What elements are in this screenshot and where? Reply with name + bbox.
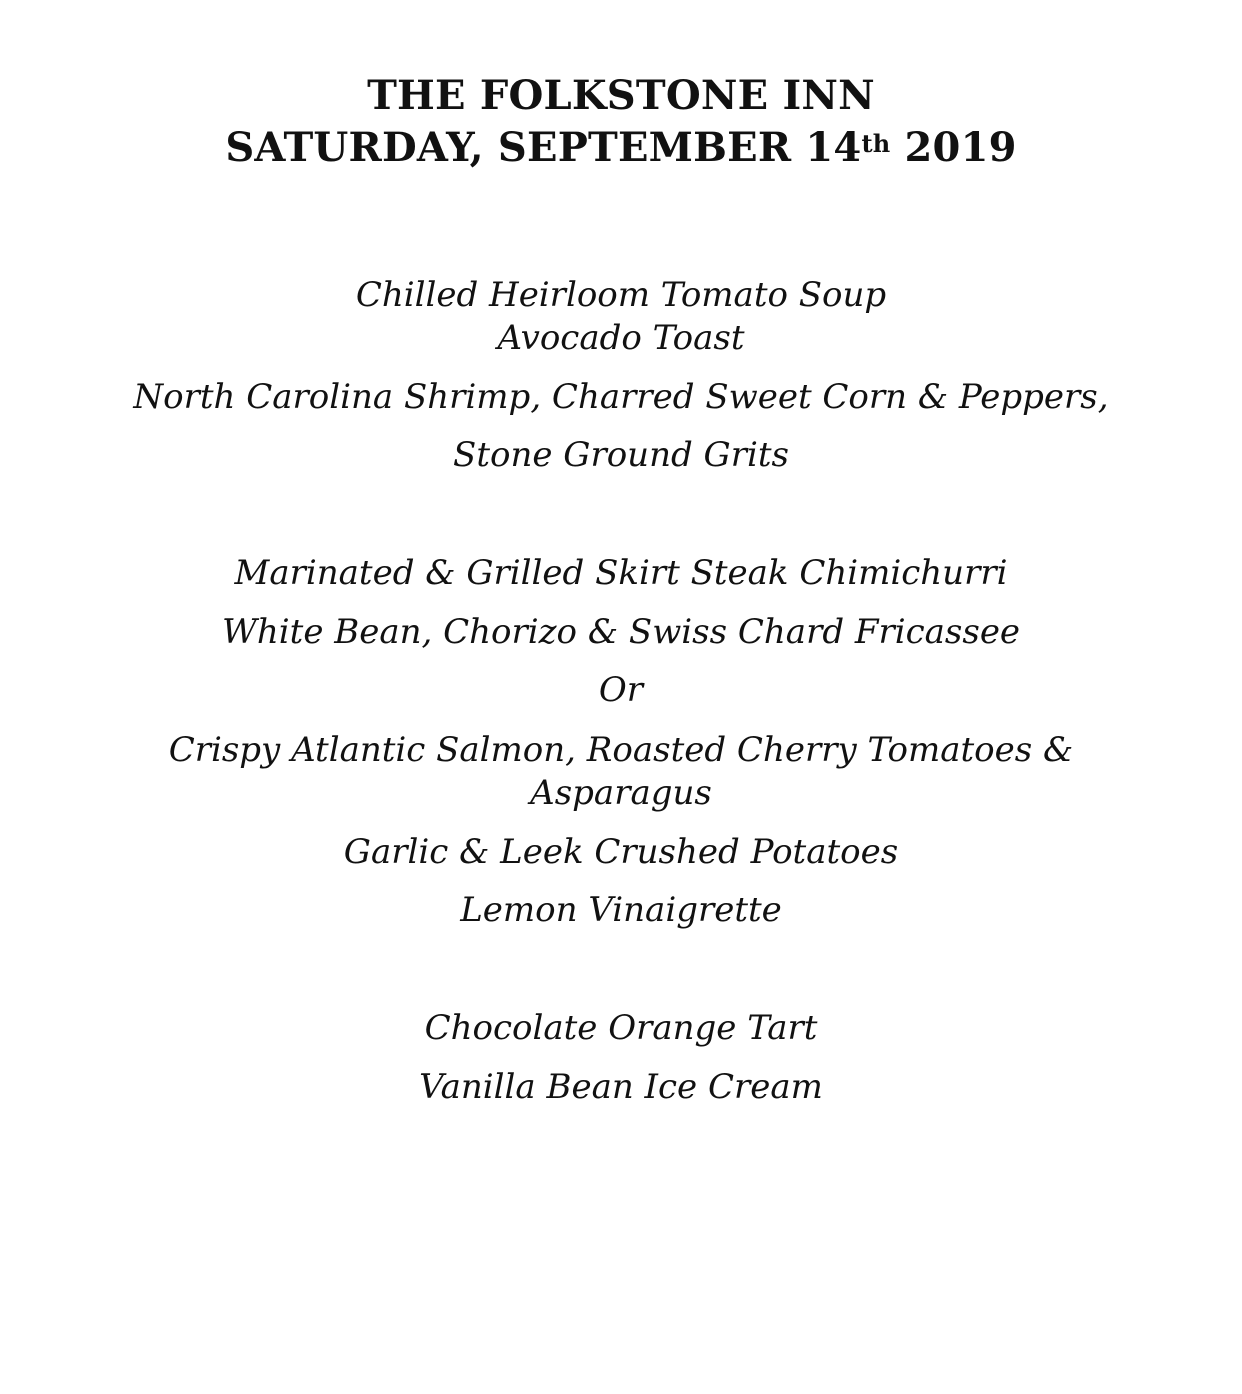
date-prefix: SATURDAY, SEPTEMBER 14: [225, 124, 862, 171]
date-ordinal-suffix: th: [861, 129, 891, 158]
starter-item: Chilled Heirloom Tomato Soup: [355, 275, 887, 315]
main-item: White Bean, Chorizo & Swiss Chard Fricassee: [221, 612, 1021, 652]
starter-item: Avocado Toast: [497, 318, 745, 358]
dessert-item: Chocolate Orange Tart: [424, 1008, 818, 1048]
main-item: Garlic & Leek Crushed Potatoes: [343, 832, 899, 872]
venue-title: [0, 70, 1242, 122]
main-item: Lemon Vinaigrette: [460, 890, 782, 930]
starter-item: North Carolina Shrimp, Charred Sweet Corn & Peppers,: [133, 377, 1109, 417]
main-or-divider: Or: [598, 670, 644, 710]
venue-name: THE FOLKSTONE INN: [367, 72, 875, 119]
dessert-item: Vanilla Bean Ice Cream: [419, 1067, 823, 1107]
event-date: [0, 122, 1242, 174]
main-item: Asparagus: [530, 773, 712, 813]
main-item: Crispy Atlantic Salmon, Roasted Cherry Tomatoes &: [168, 730, 1074, 770]
starter-item: Stone Ground Grits: [453, 435, 789, 475]
date-year: 2019: [890, 124, 1017, 171]
main-item: Marinated & Grilled Skirt Steak Chimichurri: [234, 553, 1008, 593]
